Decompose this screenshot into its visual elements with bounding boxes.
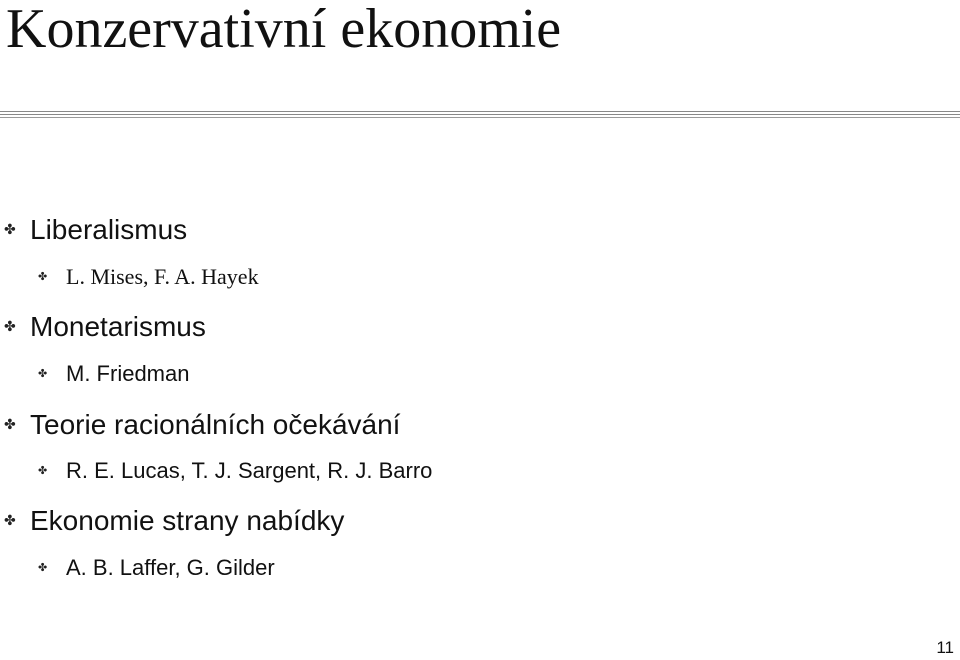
- bullet-icon: ✤: [4, 514, 16, 529]
- title-divider-line: [0, 111, 960, 112]
- title-divider-line: [0, 117, 960, 118]
- list-item: Teorie racionálních očekávání: [30, 409, 401, 440]
- sub-bullet-icon: ✤: [38, 465, 48, 477]
- list-item: Liberalismus: [30, 214, 188, 245]
- slide-title: Konzervativní ekonomie: [6, 0, 562, 60]
- sub-list-item: M. Friedman: [66, 361, 190, 386]
- bullet-icon: ✤: [4, 418, 16, 433]
- page-number: 11: [936, 638, 954, 657]
- sub-bullet-icon: ✤: [38, 271, 48, 283]
- sub-bullet-icon: ✤: [38, 562, 48, 574]
- list-item: Ekonomie strany nabídky: [30, 505, 345, 536]
- sub-bullet-icon: ✤: [38, 368, 48, 380]
- bullet-icon: ✤: [4, 223, 16, 238]
- sub-list-item: L. Mises, F. A. Hayek: [66, 264, 259, 289]
- sub-list-item: A. B. Laffer, G. Gilder: [66, 555, 275, 580]
- title-divider-line: [0, 114, 960, 115]
- list-item: Monetarismus: [30, 311, 206, 342]
- sub-list-item: R. E. Lucas, T. J. Sargent, R. J. Barro: [66, 458, 433, 483]
- bullet-icon: ✤: [4, 320, 16, 335]
